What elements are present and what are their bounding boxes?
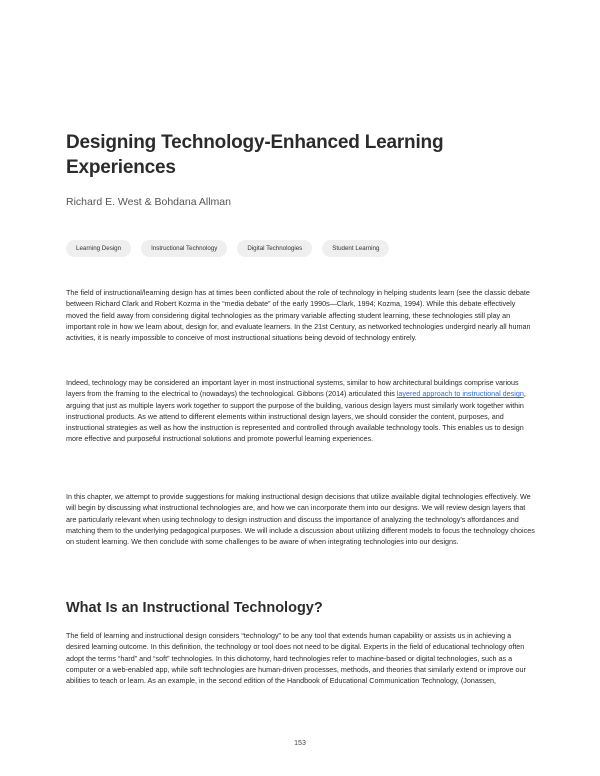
paragraph-4: The field of learning and instructional design considers “technology” to be any tool that extends human capability or assists us in achieving a desired learning outcome. In this definition, the technology or tool does not need to be digital. Experts in the field of educational technology often adopt the terms “hard” and “soft” technologies. In this dichotomy, hard technologies refer to machine-based or digital technologies, such as a computer or a web-enabled app, while soft technologies are human-driven processes, methods, and theories that similarly extend or improve our abilities to teach or learn. As an example, in the second edition of the Handbook of Educational Communication Technology, (Jonassen, xyxy=(66,631,526,686)
paragraph-3: In this chapter, we attempt to provide suggestions for making instructional design decisions that utilize available digital technologies effectively. We will begin by discussing what instructional technologies are, and how we can incorporate them into our designs. We will review design layers that are particularly relevant when using technology to design instruction and discuss the importance of analyzing the technology's affordances and matching them to the underlying pedagogical purposes. We will include a discussion about utilizing different models to focus the technology choices on student learning. We then conclude with some challenges to be aware of when integrating technologies into our designs. xyxy=(66,492,535,547)
paragraph-1: The field of instructional/learning design has at times been conflicted about the role of technology in helping students learn (see the classic debate between Richard Clark and Robert Kozma in the “media debate” of the early 1990s—Clark, 1994; Kozma, 1994). While this debate effectively moved the field away from considering digital technologies as the primary variable affecting student learning, these technologies still play an important role in how we learn about, design for, and evaluate learners. In the 21st Century, as networked technologies undergird nearly all human activities, it is nearly impossible to conceive of most instructional situations being devoid of technology entirely. xyxy=(66,288,531,343)
section-heading: What Is an Instructional Technology? xyxy=(66,600,323,616)
paragraph-2 xyxy=(66,377,536,445)
tag-list xyxy=(66,240,389,257)
paragraph-2-text-after: , arguing that just as multiple layers work together to support the purpose of the building, various design layers must similarly work together within instructional products. As we attend to different elements within instructional design layers, we should consider the content, purposes, and instructional strategies as well as how the instruction is represented and controlled through available technology tools. This enables us to design more effective and purposeful instructional solutions and promote powerful learning experiences. xyxy=(66,389,526,444)
tag-instructional-technology[interactable]: Instructional Technology xyxy=(141,240,227,257)
tag-digital-technologies[interactable]: Digital Technologies xyxy=(237,240,312,257)
layered-approach-link[interactable]: layered approach to instructional design xyxy=(396,389,524,399)
tag-student-learning[interactable]: Student Learning xyxy=(322,240,389,257)
page-title: Designing Technology-Enhanced Learning Experiences xyxy=(66,132,444,178)
paragraph-2-text-before: Indeed, technology may be considered an important layer in most instructional systems, similar to how architectural buildings comprise various layers from the framing to the electrical to (nowadays) the technological. Gibbons (2014) articulated this xyxy=(66,378,519,399)
author-line: Richard E. West & Bohdana Allman xyxy=(66,196,231,208)
tag-learning-design[interactable]: Learning Design xyxy=(66,240,131,257)
page-number: 153 xyxy=(294,740,306,747)
